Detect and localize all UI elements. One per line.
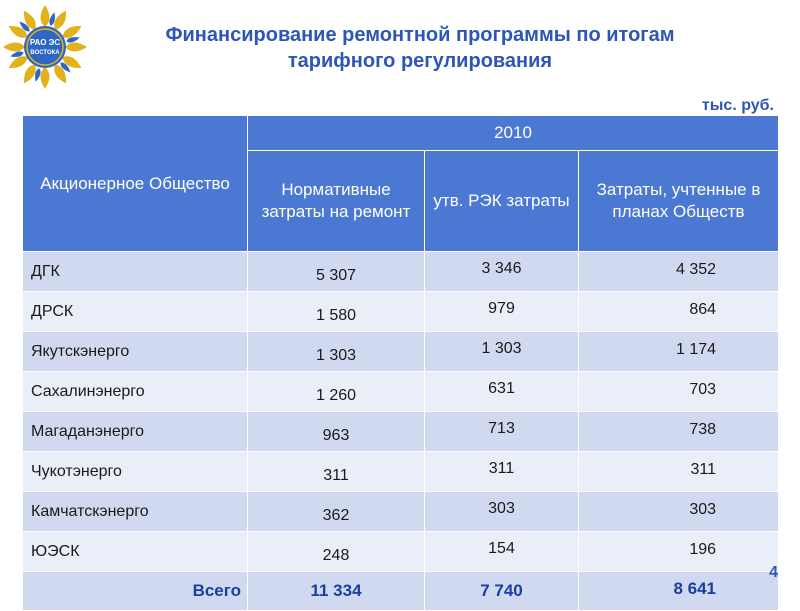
header-row-year (23, 116, 779, 151)
value-plans: 864 (579, 292, 779, 332)
value-rek: 303 (425, 492, 579, 532)
value-normative: 362 (248, 492, 425, 532)
company-name: Якутскэнерго (23, 332, 248, 372)
table-row (23, 532, 779, 572)
header-company: Акционерное Общество (23, 116, 248, 252)
value-rek: 631 (425, 372, 579, 412)
value-rek: 311 (425, 452, 579, 492)
value-plans: 311 (579, 452, 779, 492)
table-row (23, 372, 779, 412)
company-name: Магаданэнерго (23, 412, 248, 452)
value-plans: 1 174 (579, 332, 779, 372)
value-plans: 196 (579, 532, 779, 572)
value-plans: 303 (579, 492, 779, 532)
total-row (23, 572, 779, 611)
value-normative: 311 (248, 452, 425, 492)
company-name: ДРСК (23, 292, 248, 332)
header-rek-approved: утв. РЭК затраты (425, 151, 579, 252)
value-normative: 963 (248, 412, 425, 452)
value-rek: 154 (425, 532, 579, 572)
value-plans: 738 (579, 412, 779, 452)
header-company-plans: Затраты, учтенные в планах Обществ (579, 151, 779, 252)
header-year: 2010 (248, 116, 779, 151)
table-row (23, 252, 779, 292)
company-name: Камчатскэнерго (23, 492, 248, 532)
total-normative: 11 334 (248, 572, 425, 611)
slide-title-line1: Финансирование ремонтной программы по итогам (165, 24, 675, 46)
financing-table (22, 115, 779, 611)
slide-title-line2: тарифного регулирования (287, 50, 553, 72)
total-rek: 7 740 (425, 572, 579, 611)
total-label: Всего (23, 572, 248, 611)
table-row (23, 332, 779, 372)
logo-text-line2: ВОСТОКА (30, 50, 60, 56)
value-normative: 5 307 (248, 252, 425, 292)
value-normative: 1 260 (248, 372, 425, 412)
total-plans: 8 641 (579, 572, 779, 611)
table-row (23, 412, 779, 452)
table-row (23, 452, 779, 492)
value-rek: 979 (425, 292, 579, 332)
value-normative: 248 (248, 532, 425, 572)
company-name: ДГК (23, 252, 248, 292)
company-name: ЮЭСК (23, 532, 248, 572)
value-normative: 1 303 (248, 332, 425, 372)
table-row (23, 292, 779, 332)
value-plans: 4 352 (579, 252, 779, 292)
company-logo (2, 4, 88, 90)
company-name: Чукотэнерго (23, 452, 248, 492)
page-number: 4 (769, 564, 778, 581)
value-rek: 3 346 (425, 252, 579, 292)
slide-title (100, 22, 740, 74)
value-normative: 1 580 (248, 292, 425, 332)
logo-text (26, 38, 64, 58)
value-rek: 713 (425, 412, 579, 452)
header-normative-costs: Нормативные затраты на ремонт (248, 151, 425, 252)
value-plans: 703 (579, 372, 779, 412)
unit-label: тыс. руб. (701, 97, 774, 114)
value-rek: 1 303 (425, 332, 579, 372)
logo-text-line1: РАО ЭС (29, 38, 61, 47)
company-name: Сахалинэнерго (23, 372, 248, 412)
table-row (23, 492, 779, 532)
